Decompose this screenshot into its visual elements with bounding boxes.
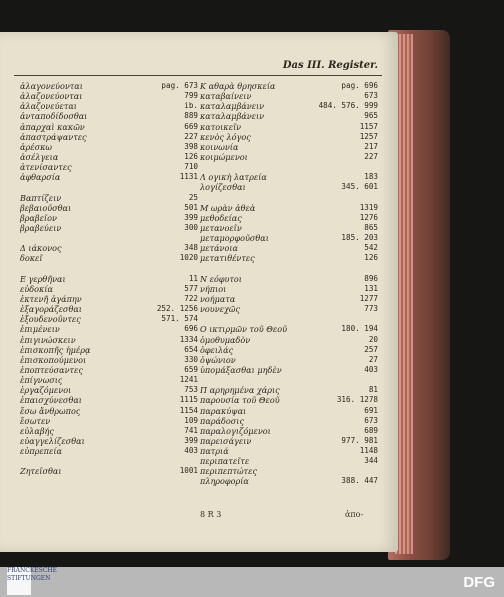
index-row bbox=[20, 436, 198, 446]
index-term: ἀλαζονεύεται bbox=[20, 101, 77, 112]
catchword: ἀπο- bbox=[345, 510, 364, 519]
index-row bbox=[20, 132, 198, 142]
index-term: περιπατεῖτε bbox=[200, 456, 250, 467]
page-reference: 1001 bbox=[179, 466, 198, 476]
index-row bbox=[20, 193, 198, 203]
page-reference: 1319 bbox=[359, 202, 378, 212]
index-term: ἐξαγοράζεσθαι bbox=[20, 304, 82, 315]
index-row bbox=[20, 233, 198, 243]
page-reference: 1115 bbox=[179, 395, 198, 405]
page-reference: 1257 bbox=[359, 131, 378, 141]
index-row bbox=[200, 395, 378, 405]
index-term: Βαπτίζειν bbox=[20, 192, 62, 203]
index-row bbox=[200, 324, 378, 334]
index-term: ὀφειλάς bbox=[200, 344, 234, 355]
index-term: ἀφθαρσία bbox=[20, 172, 61, 183]
index-term: εὐαγγελίζεσθαι bbox=[20, 435, 85, 446]
page-reference: 399 bbox=[184, 435, 198, 445]
page-reference: 345. 601 bbox=[341, 182, 378, 192]
index-term: κοιμώμενοι bbox=[200, 151, 248, 162]
index-term: Λ ογικὴ λατρεία bbox=[200, 172, 267, 183]
page-reference: 217 bbox=[364, 141, 378, 151]
index-term: βραβεῖον bbox=[20, 212, 57, 223]
index-row bbox=[20, 426, 198, 436]
index-row bbox=[200, 416, 378, 426]
index-term: Π αρηρημένα χάρις bbox=[200, 385, 280, 396]
index-row bbox=[200, 81, 378, 91]
index-row bbox=[20, 142, 198, 152]
index-row bbox=[20, 223, 198, 233]
index-row bbox=[200, 91, 378, 101]
index-row bbox=[20, 122, 198, 132]
page-reference: 388. 447 bbox=[341, 476, 378, 486]
page-reference: 81 bbox=[368, 385, 378, 395]
index-term: καταλαμβάνειν bbox=[200, 111, 265, 122]
page-reference: 1334 bbox=[179, 334, 198, 344]
index-row bbox=[200, 203, 378, 213]
page-reference: 741 bbox=[184, 425, 198, 435]
index-term: εὐδοκία bbox=[20, 283, 53, 294]
index-term: εὐπρεπεία bbox=[20, 446, 62, 457]
index-term: ἐργαζόμενοι bbox=[20, 385, 72, 396]
index-term: ἀσέλγεια bbox=[20, 151, 59, 162]
index-term: Δ ιάκονος bbox=[20, 243, 62, 254]
index-term: ἐπισκοπούμενοι bbox=[20, 354, 87, 365]
index-row bbox=[20, 385, 198, 395]
index-row bbox=[20, 406, 198, 416]
index-row bbox=[20, 314, 198, 324]
header-rule bbox=[14, 75, 382, 76]
index-term: μεθοδείας bbox=[200, 212, 242, 223]
index-term: ἀπαρχαὶ κακῶν bbox=[20, 121, 85, 132]
index-row bbox=[20, 213, 198, 223]
index-row bbox=[200, 142, 378, 152]
index-row bbox=[200, 446, 378, 456]
page-reference: 227 bbox=[364, 151, 378, 161]
index-row bbox=[20, 304, 198, 314]
viewer-footer bbox=[0, 567, 504, 597]
page-reference: 977. 981 bbox=[341, 435, 378, 445]
page-reference: 257 bbox=[364, 344, 378, 354]
index-term: ἀπαστράψαντες bbox=[20, 131, 87, 142]
page-reference: 300 bbox=[184, 222, 198, 232]
page-reference: 403 bbox=[184, 446, 198, 456]
index-term: καταβαίνειν bbox=[200, 91, 252, 102]
index-term: βεβαιοῦσθαι bbox=[20, 202, 72, 213]
index-row bbox=[200, 294, 378, 304]
index-row bbox=[20, 182, 198, 192]
page-reference: 185. 203 bbox=[341, 233, 378, 243]
index-row bbox=[200, 122, 378, 132]
page-reference: 1148 bbox=[359, 446, 378, 456]
index-row bbox=[200, 132, 378, 142]
page-reference: 1154 bbox=[179, 405, 198, 415]
index-row bbox=[200, 345, 378, 355]
index-term: ἀνταποδίδοσθαι bbox=[20, 111, 88, 122]
index-row bbox=[20, 91, 198, 101]
index-term: Κ αθαρὰ θρησκεία bbox=[200, 81, 276, 91]
index-term: ὑπομάξασθαι μηδὲν bbox=[200, 364, 282, 375]
index-term: πατριά bbox=[200, 446, 229, 457]
page-reference: 180. 194 bbox=[341, 324, 378, 334]
index-term: Ε γερθῆναι bbox=[20, 273, 66, 284]
index-term: ἔσωτεν bbox=[20, 415, 51, 426]
index-row bbox=[200, 274, 378, 284]
page-reference: 398 bbox=[184, 141, 198, 151]
page-reference: 344 bbox=[364, 456, 378, 466]
index-row bbox=[20, 446, 198, 456]
dfg-logo[interactable]: DFG bbox=[463, 574, 495, 591]
page-reference: 896 bbox=[364, 273, 378, 283]
page-reference: 577 bbox=[184, 283, 198, 293]
page-reference: 1131 bbox=[179, 172, 198, 182]
index-row bbox=[20, 324, 198, 334]
index-term: ἐπιγινώσκειν bbox=[20, 334, 76, 345]
index-row bbox=[200, 365, 378, 375]
index-row bbox=[200, 264, 378, 274]
page-reference: 316. 1278 bbox=[336, 395, 378, 405]
index-row bbox=[20, 203, 198, 213]
index-row bbox=[200, 101, 378, 111]
index-row bbox=[200, 355, 378, 365]
page-reference: 654 bbox=[184, 344, 198, 354]
page-reference: 252. 1256 bbox=[156, 304, 198, 314]
index-term: Ο ικτιρμῶν τοῦ Θεοῦ bbox=[200, 324, 288, 335]
index-row bbox=[20, 355, 198, 365]
index-row bbox=[20, 456, 198, 466]
index-term: παρακύψαι bbox=[200, 405, 247, 416]
index-row bbox=[20, 294, 198, 304]
index-term: ἐκτενῆ ἀγάπην bbox=[20, 293, 82, 304]
page-reference: 773 bbox=[364, 304, 378, 314]
signature-mark bbox=[200, 510, 364, 519]
page-reference: 126 bbox=[184, 151, 198, 161]
page-reference: 691 bbox=[364, 405, 378, 415]
logo-text: FRANCKESCHE STIFTUNGEN bbox=[7, 567, 58, 582]
page-reference: 484. 576. 999 bbox=[318, 101, 378, 111]
index-row bbox=[200, 436, 378, 446]
page-reference: 722 bbox=[184, 293, 198, 303]
index-row bbox=[20, 101, 198, 111]
page-reference: 889 bbox=[184, 111, 198, 121]
index-row bbox=[200, 162, 378, 172]
index-term: ἐξουδενοῦντες bbox=[20, 314, 81, 325]
page-reference: 689 bbox=[364, 425, 378, 435]
index-row bbox=[200, 233, 378, 243]
index-row bbox=[20, 172, 198, 182]
index-term: παρεισάγειν bbox=[200, 435, 252, 446]
page-reference: 965 bbox=[364, 111, 378, 121]
page-header: Das III. Register. bbox=[282, 60, 378, 71]
register-page bbox=[0, 32, 398, 552]
index-term: ἔσω ἄνθρωπος bbox=[20, 405, 81, 416]
index-term: ἀρέσκω bbox=[20, 141, 52, 152]
index-row bbox=[200, 152, 378, 162]
left-index-column bbox=[20, 81, 198, 476]
index-term: νήπιοι bbox=[200, 283, 227, 294]
index-term: κατοικεῖν bbox=[200, 121, 242, 132]
page-reference: 542 bbox=[364, 243, 378, 253]
index-row bbox=[20, 81, 198, 91]
index-row bbox=[200, 172, 378, 182]
index-row bbox=[200, 426, 378, 436]
page-reference: 348 bbox=[184, 243, 198, 253]
index-term: ἀλαζονεύονται bbox=[20, 91, 83, 102]
index-row bbox=[20, 345, 198, 355]
index-row bbox=[200, 476, 378, 486]
page-reference: 673 bbox=[364, 415, 378, 425]
index-term: ἐπαισχύνεσθαι bbox=[20, 395, 82, 406]
page-reference: 799 bbox=[184, 91, 198, 101]
index-term: παράδοσις bbox=[200, 415, 244, 426]
index-term: κενὸς λόγος bbox=[200, 131, 251, 142]
index-row bbox=[200, 385, 378, 395]
index-row bbox=[20, 335, 198, 345]
index-row bbox=[20, 253, 198, 263]
index-row bbox=[200, 304, 378, 314]
index-row bbox=[20, 416, 198, 426]
index-term: εὐλαβής bbox=[20, 425, 54, 436]
page-reference: 183 bbox=[364, 172, 378, 182]
index-row bbox=[200, 223, 378, 233]
index-row bbox=[200, 335, 378, 345]
index-term: ἐπισκοπῆς ἡμέρᾳ bbox=[20, 344, 91, 355]
index-row bbox=[200, 456, 378, 466]
page-reference: ib. bbox=[184, 101, 198, 111]
index-term: μετάνοια bbox=[200, 243, 238, 254]
index-row bbox=[200, 466, 378, 476]
index-term: ἀλαγονεύονται bbox=[20, 81, 83, 91]
page-reference: 131 bbox=[364, 283, 378, 293]
page-reference: 669 bbox=[184, 121, 198, 131]
index-term: βραβεύειν bbox=[20, 222, 62, 233]
index-row bbox=[20, 274, 198, 284]
index-term: μετανοεῖν bbox=[200, 222, 242, 233]
page-reference: 109 bbox=[184, 415, 198, 425]
page-reference: 696 bbox=[184, 324, 198, 334]
index-row bbox=[20, 111, 198, 121]
index-row bbox=[20, 243, 198, 253]
page-reference: 1241 bbox=[179, 375, 198, 385]
index-term: παραλογιζόμενοι bbox=[200, 425, 271, 436]
page-reference: 1276 bbox=[359, 212, 378, 222]
index-row bbox=[200, 375, 378, 385]
index-row bbox=[200, 111, 378, 121]
page-reference: pag. 696 bbox=[341, 81, 378, 90]
index-row bbox=[20, 162, 198, 172]
index-term: μετατιθέντες bbox=[200, 253, 255, 264]
page-reference: 20 bbox=[368, 334, 378, 344]
index-term: Ν εόφυτοι bbox=[200, 273, 242, 284]
page-reference: 330 bbox=[184, 354, 198, 364]
index-row bbox=[200, 253, 378, 263]
index-term: ἐπιμένειν bbox=[20, 324, 60, 335]
index-term: κοινωνία bbox=[200, 141, 239, 152]
index-term: ἐπίγνωσις bbox=[20, 375, 63, 386]
index-row bbox=[200, 213, 378, 223]
index-term: παρουσία τοῦ Θεοῦ bbox=[200, 395, 280, 406]
page-reference: 1277 bbox=[359, 293, 378, 303]
index-term: δοκεῖ bbox=[20, 253, 43, 264]
institution-logo[interactable] bbox=[7, 567, 58, 595]
page-reference: 1020 bbox=[179, 253, 198, 263]
page-reference: 11 bbox=[188, 273, 198, 283]
index-row bbox=[200, 182, 378, 192]
index-term: Μ ωρὰν ἀθεὰ bbox=[200, 202, 256, 213]
index-term: μεταμορφοῦσθαι bbox=[200, 233, 269, 244]
index-row bbox=[200, 243, 378, 253]
index-term: Ζητεῖσθαι bbox=[20, 466, 62, 477]
index-row bbox=[20, 365, 198, 375]
page-reference: 27 bbox=[368, 354, 378, 364]
index-row bbox=[200, 406, 378, 416]
page-reference: 571. 574 bbox=[161, 314, 198, 324]
page-reference: pag. 673 bbox=[161, 81, 198, 90]
index-row bbox=[20, 264, 198, 274]
page-reference: 501 bbox=[184, 202, 198, 212]
index-term: νοήματα bbox=[200, 293, 236, 304]
index-term: ὁμοθυμαδὸν bbox=[200, 334, 251, 345]
index-row bbox=[20, 395, 198, 405]
index-row bbox=[20, 152, 198, 162]
index-term: πληροφορία bbox=[200, 476, 249, 487]
signature-text: 8 R 3 bbox=[200, 510, 222, 519]
page-reference: 673 bbox=[364, 91, 378, 101]
index-row bbox=[20, 466, 198, 476]
index-term: ἀτενίσαντες bbox=[20, 162, 72, 173]
page-reference: 1157 bbox=[359, 121, 378, 131]
page-reference: 403 bbox=[364, 364, 378, 374]
page-reference: 865 bbox=[364, 222, 378, 232]
index-term: ἐποπτεύσαντες bbox=[20, 364, 83, 375]
index-term: ὀψώνιον bbox=[200, 354, 236, 365]
page-reference: 753 bbox=[184, 385, 198, 395]
index-term: νουνεχῶς bbox=[200, 304, 241, 315]
page-reference: 25 bbox=[188, 192, 198, 202]
index-term: λογίζεσθαι bbox=[200, 182, 246, 193]
index-row bbox=[200, 314, 378, 324]
index-row bbox=[200, 193, 378, 203]
index-term: καταλαμβάνειν bbox=[200, 101, 265, 112]
index-term: περιπεπτώτες bbox=[200, 466, 258, 477]
page-reference: 399 bbox=[184, 212, 198, 222]
page-reference: 126 bbox=[364, 253, 378, 263]
index-row bbox=[20, 284, 198, 294]
page-reference: 710 bbox=[184, 162, 198, 172]
page-reference: 227 bbox=[184, 131, 198, 141]
index-row bbox=[200, 284, 378, 294]
right-index-column bbox=[200, 81, 378, 487]
page-reference: 659 bbox=[184, 364, 198, 374]
index-row bbox=[20, 375, 198, 385]
